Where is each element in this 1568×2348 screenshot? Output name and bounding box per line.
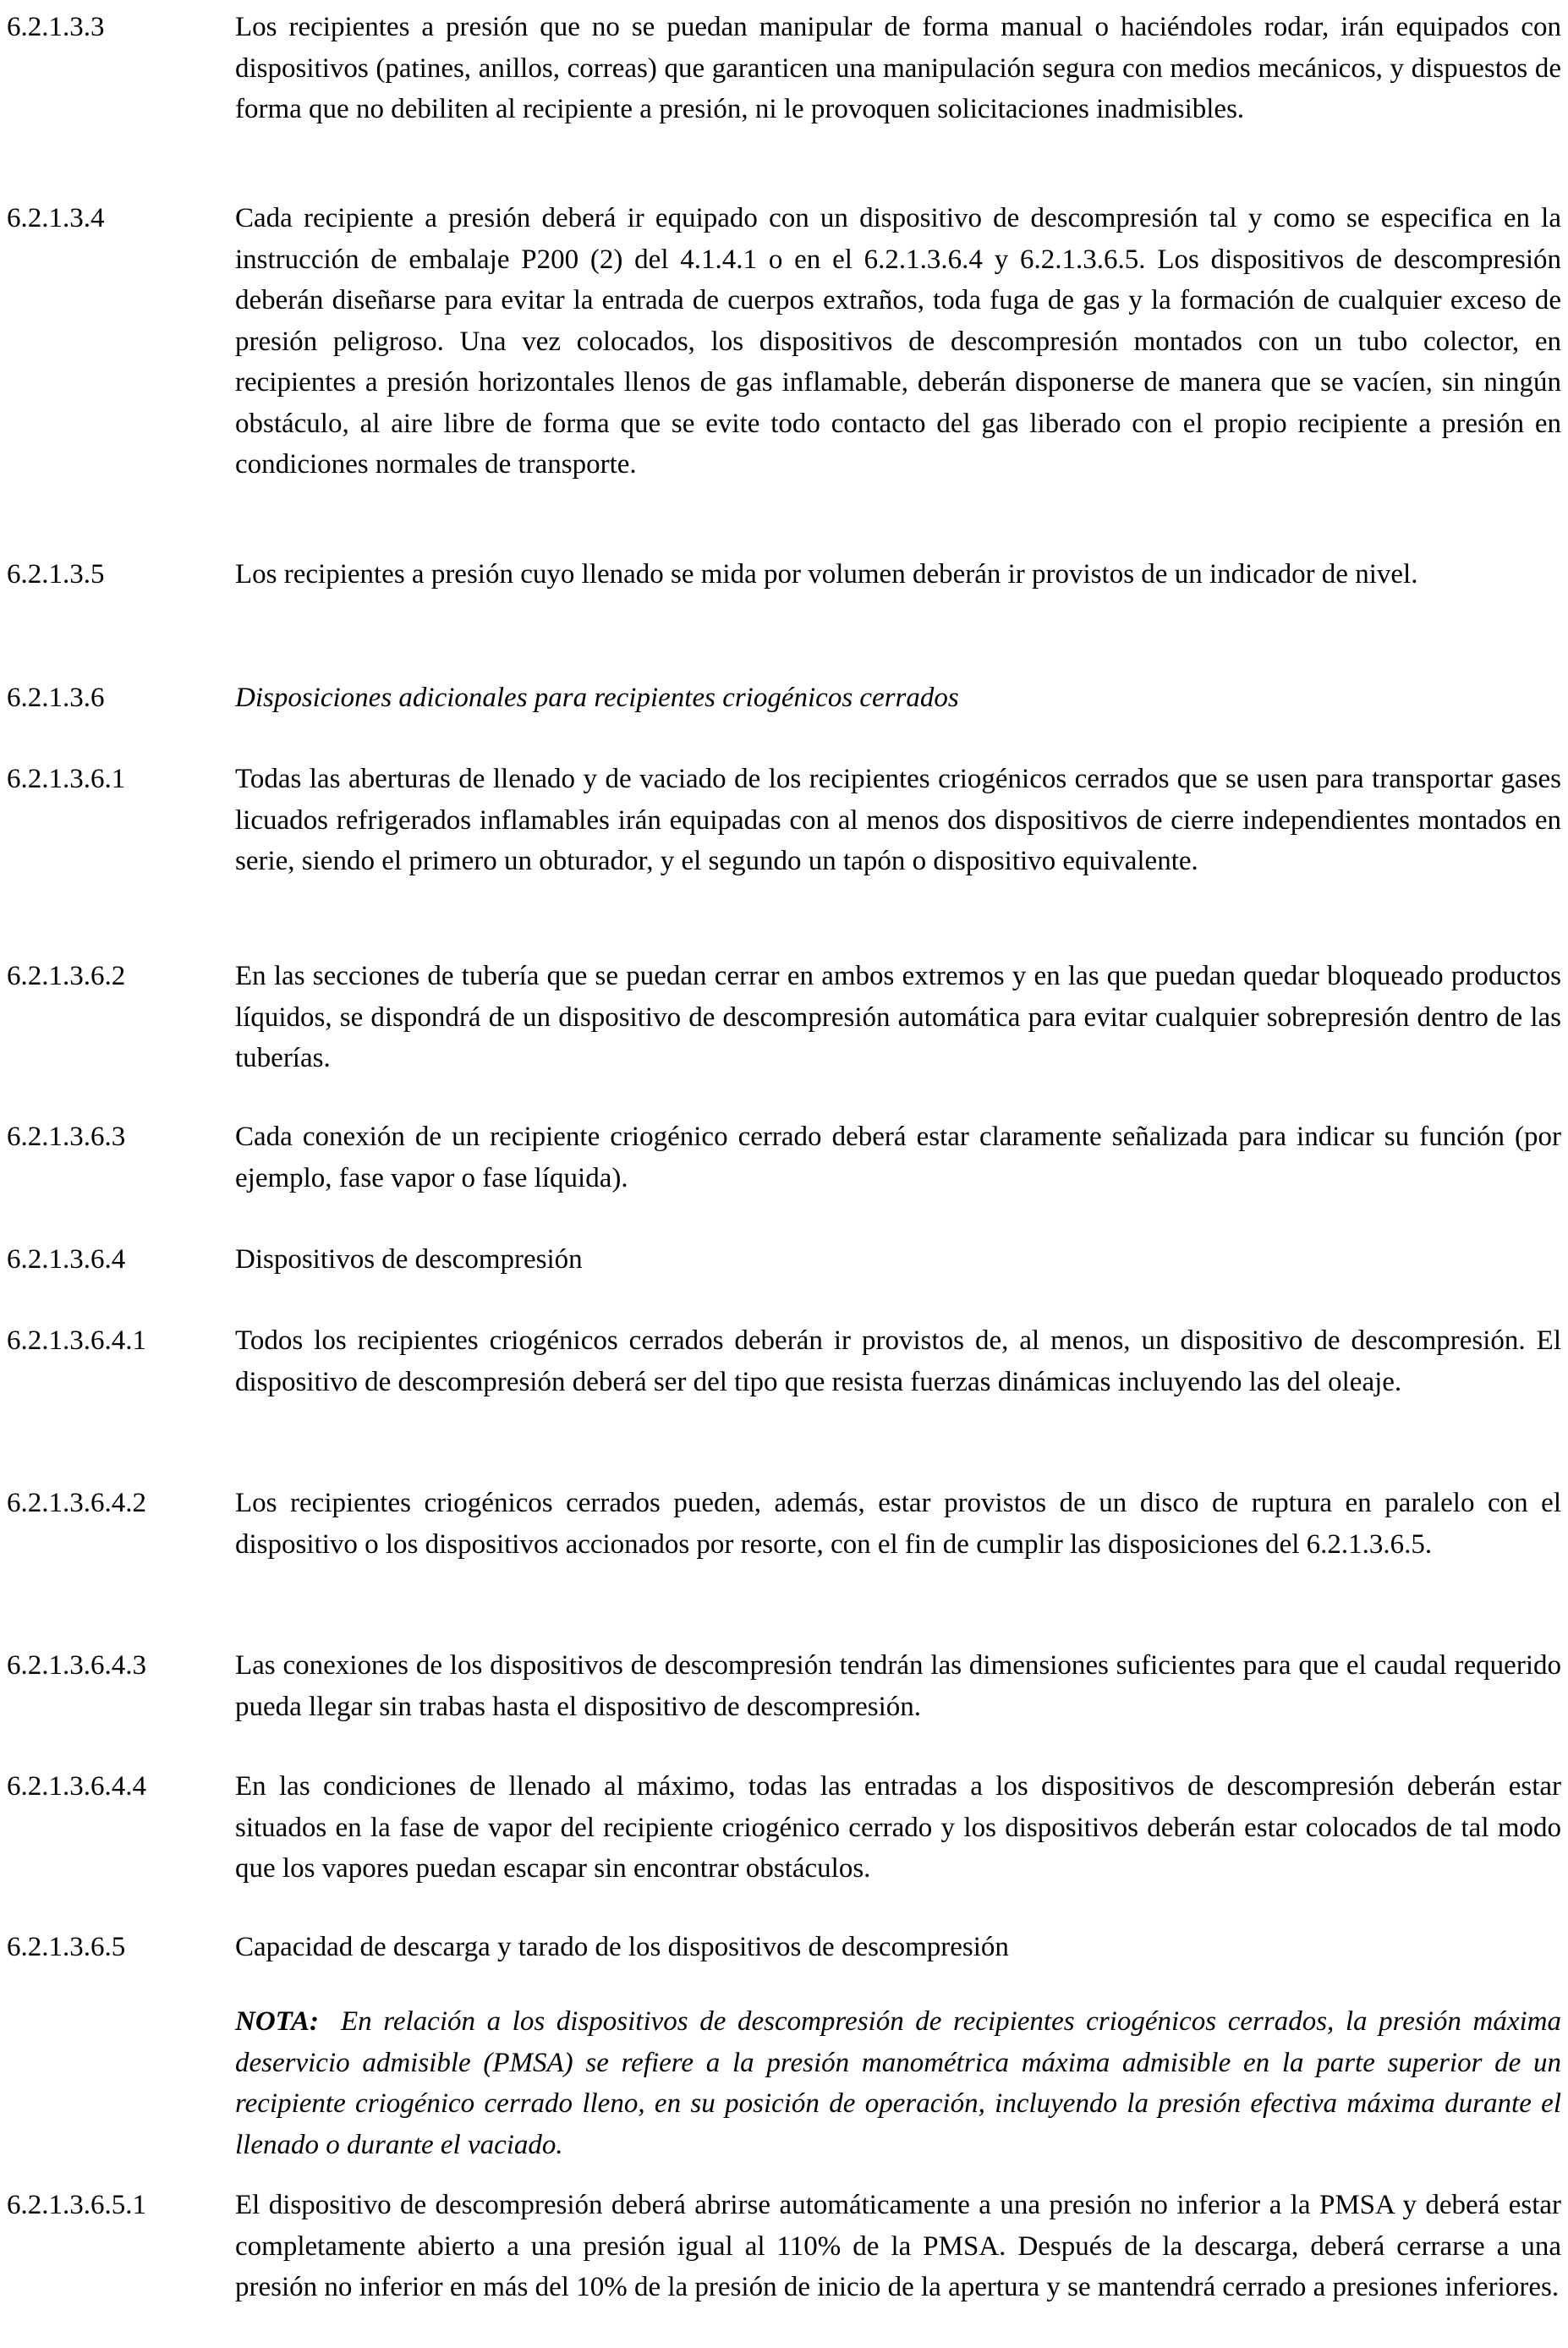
section-6-2-1-3-4 (7, 198, 1561, 486)
section-6-2-1-3-6-2 (7, 956, 1561, 1079)
section-6-2-1-3-6-4-2 (7, 1483, 1561, 1565)
section-text: Las conexiones de los dispositivos de descompresión tendrán las dimensiones suficientes para que el caudal requerido pueda llegar sin trabas hasta el dispositivo de descompresión. (235, 1650, 1561, 1722)
section-number: 6.2.1.3.6.4.3 (7, 1650, 146, 1681)
section-number: 6.2.1.3.6.1 (7, 764, 126, 794)
section-number: 6.2.1.3.5 (7, 559, 105, 590)
section-6-2-1-3-3 (7, 7, 1561, 130)
section-text: En las secciones de tubería que se puedan cerrar en ambos extremos y en las que puedan quedar bloqueado productos líquidos, se dispondrá de un dispositivo de descompresión automática para evitar cualquier sobrepresión dentro de las tuberías. (235, 961, 1561, 1073)
section-number: 6.2.1.3.6.5.1 (7, 2190, 146, 2220)
section-text: Los recipientes a presión que no se puedan manipular de forma manual o haciéndoles rodar, irán equipados con dispositivos (patines, anillos, correas) que garanticen una manipulación segura con medios mecánicos, y dispuestos de forma que no debiliten al recipiente a presión, ni le provoquen solicitaciones inadmisibles. (235, 12, 1561, 124)
section-6-2-1-3-5 (7, 554, 1561, 595)
section-6-2-1-3-6-1 (7, 759, 1561, 882)
section-heading: Capacidad de descarga y tarado de los dispositivos de descompresión (235, 1932, 1009, 1962)
note-text: En relación a los dispositivos de descompresión de recipientes criogénicos cerrados, la presión máxima deservicio admisible (PMSA) se refiere a la presión manométrica máxima admisible en la parte superior de un recipiente criogénico cerrado lleno, en su posición de operación, incluyendo la presión efectiva máxima durante el llenado o durante el vaciado. (235, 2006, 1561, 2160)
section-number: 6.2.1.3.6 (7, 683, 105, 713)
section-text: Los recipientes a presión cuyo llenado se mida por volumen deberán ir provistos de un indicador de nivel. (235, 559, 1418, 590)
section-number: 6.2.1.3.3 (7, 12, 105, 42)
section-6-2-1-3-6-3 (7, 1116, 1561, 1199)
section-number: 6.2.1.3.6.4.2 (7, 1488, 146, 1518)
section-number: 6.2.1.3.6.2 (7, 961, 126, 991)
section-6-2-1-3-6 (7, 678, 1561, 719)
section-text: Cada recipiente a presión deberá ir equipado con un dispositivo de descompresión tal y como se especifica en la instrucción de embalaje P200 (2) del 4.1.4.1 o en el 6.2.1.3.6.4 y 6.2.1.3.6.5. Los dispositivos de descompresión deberán diseñarse para evitar la entrada de cuerpos extraños, toda fuga de gas y la formación de cualquier exceso de presión peligroso. Una vez colocados, los dispositivos de descompresión montados con un tubo colector, en recipientes a presión horizontales llenos de gas inflamable, deberán disponerse de manera que se vacíen, sin ningún obstáculo, al aire libre de forma que se evite todo contacto del gas liberado con el propio recipiente a presión en condiciones normales de transporte. (235, 203, 1561, 480)
section-number: 6.2.1.3.6.3 (7, 1122, 126, 1152)
note-paragraph (235, 2001, 1561, 2165)
note-label: NOTA: (235, 2006, 319, 2037)
section-text: Todos los recipientes criogénicos cerrados deberán ir provistos de, al menos, un dispositivo de descompresión. El dispositivo de descompresión deberá ser del tipo que resista fuerzas dinámicas incluyendo las del oleaje. (235, 1325, 1561, 1397)
section-text: Todas las aberturas de llenado y de vaciado de los recipientes criogénicos cerrados que se usen para transportar gases licuados refrigerados inflamables irán equipadas con al menos dos dispositivos de cierre independientes montados en serie, siendo el primero un obturador, y el segundo un tapón o dispositivo equivalente. (235, 764, 1561, 876)
section-6-2-1-3-6-4-4 (7, 1766, 1561, 1890)
section-number: 6.2.1.3.6.5 (7, 1932, 126, 1962)
section-6-2-1-3-6-4-1 (7, 1320, 1561, 1402)
note-block (7, 2001, 1561, 2165)
section-text: Cada conexión de un recipiente criogénico cerrado deberá estar claramente señalizada para indicar su función (por ejemplo, fase vapor o fase líquida). (235, 1122, 1561, 1193)
section-6-2-1-3-6-5-1 (7, 2185, 1561, 2308)
section-heading: Dispositivos de descompresión (235, 1244, 583, 1275)
section-6-2-1-3-6-5 (7, 1927, 1561, 1968)
section-number: 6.2.1.3.6.4 (7, 1244, 126, 1275)
section-heading: Disposiciones adicionales para recipientes criogénicos cerrados (235, 683, 959, 713)
section-6-2-1-3-6-4 (7, 1239, 1561, 1281)
section-number: 6.2.1.3.6.4.4 (7, 1771, 146, 1802)
section-text: El dispositivo de descompresión deberá abrirse automáticamente a una presión no inferior a la PMSA y deberá estar completamente abierto a una presión igual al 110% de la PMSA. Después de la descarga, deberá cerrarse a una presión no inferior en más del 10% de la presión de inicio de la apertura y se mantendrá cerrado a presiones inferiores. (235, 2190, 1561, 2302)
section-text: En las condiciones de llenado al máximo, todas las entradas a los dispositivos de descompresión deberán estar situados en la fase de vapor del recipiente criogénico cerrado y los dispositivos deberán estar colocados de tal modo que los vapores puedan escapar sin encontrar obstáculos. (235, 1771, 1561, 1884)
section-number: 6.2.1.3.6.4.1 (7, 1325, 146, 1356)
section-6-2-1-3-6-4-3 (7, 1645, 1561, 1727)
section-text: Los recipientes criogénicos cerrados pueden, además, estar provistos de un disco de ruptura en paralelo con el dispositivo o los dispositivos accionados por resorte, con el fin de cumplir las disposiciones del 6.2.1.3.6.5. (235, 1488, 1561, 1560)
section-number: 6.2.1.3.4 (7, 203, 105, 233)
